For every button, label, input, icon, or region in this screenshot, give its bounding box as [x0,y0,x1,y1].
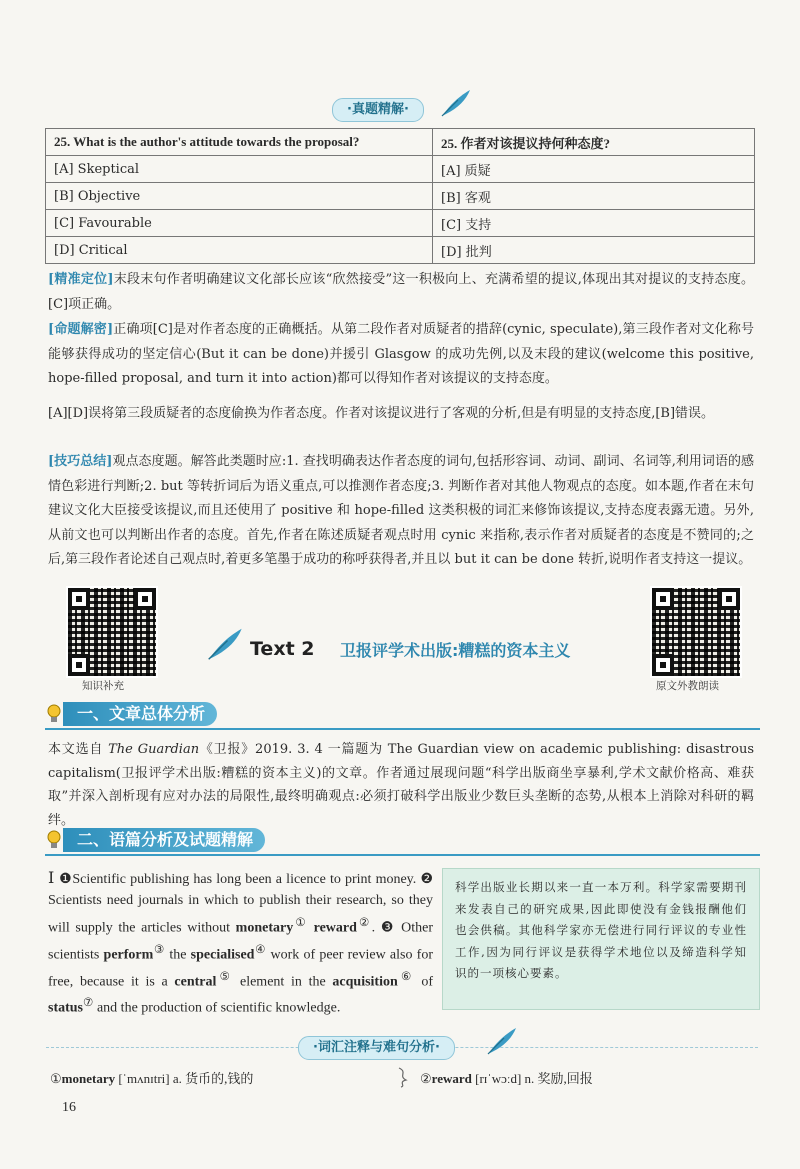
lightbulb-icon [45,702,63,726]
section1-body-pre: 本文选自 [48,742,109,757]
lightbulb-icon [45,828,63,852]
locate-tag: [精准定位] [48,272,114,287]
binding-ring-icon [396,1066,410,1088]
vocab-number: ① [50,1071,62,1086]
section2-header [45,826,760,856]
vocab-central: central [174,974,217,990]
option-en: [D] Critical [46,237,433,264]
question-table [45,128,755,264]
qr-code-knowledge[interactable] [66,586,158,678]
vocab-definition: [rɪˈwɔːd] n. 奖励,回报 [471,1071,593,1086]
vocab-definition: [ˈmʌnɪtri] a. 货币的,钱的 [115,1071,254,1086]
passage-paragraph-1: Ⅰ ❶Scientific publishing has long been a licence to print money. ❷ Scientists need journals in which to publish their research, so they will supply the articles without monetary① reward②. ❸ Other scientists perform③ the specialised④ work of peer review also for free, because it is a central⑤ element in the acquisition⑥ of status⑦ and the production of scientific knowledge. [48,870,434,1017]
locate-text: 末段末句作者明确建议文化部长应该“欣然接受”这一积极向上、充满希望的提议,体现出其对提议的支持态度。[C]项正确。 [48,272,754,312]
paragraph-marker: Ⅰ [48,870,55,887]
option-en: [A] Skeptical [46,156,433,183]
vocab-item-reward [420,1068,593,1087]
question-zh: 25. 作者对该提议持何种态度? [433,129,755,156]
vocab-status: status [48,1001,84,1017]
translation-text: 科学出版业长期以来一直一本万利。科学家需要期刊来发表自己的研究成果,因此即使没有金钱报酬他们也会供稿。其他科学家亦无偿进行同行评议的专业性工作,因为同行评议是获得学术地位以及缔造科学知识的一项核心要素。 [455,880,747,980]
feather-pen-icon [438,88,472,118]
vocab-item-monetary [50,1068,253,1087]
question-en: 25. What is the author's attitude towards the proposal? [46,129,433,156]
sentence-3e: of [414,974,434,990]
sentence-3f: and the production of scientific knowledge. [93,1001,341,1017]
tip-tag: [技巧总结] [48,454,113,469]
text2-subtitle: 卫报评学术出版:糟糕的资本主义 [340,641,571,660]
sentence-number: ❷ [420,872,433,887]
option-zh: [A] 质疑 [433,156,755,183]
option-zh: [C] 支持 [433,210,755,237]
page-number: 16 [62,1100,76,1115]
vocab-acquisition: acquisition [332,974,398,990]
feather-pen-icon [484,1026,518,1056]
sentence-3d: element in the [233,974,333,990]
option-en: [C] Favourable [46,210,433,237]
option-zh: [D] 批判 [433,237,755,264]
option-zh: [B] 客观 [433,183,755,210]
qr-code-audio[interactable] [650,586,742,678]
vocab-specialised: specialised [190,947,255,963]
section1-body [48,738,754,832]
sentence-3b: the [165,947,191,963]
qr-caption-audio: 原文外教朗读 [656,680,719,692]
vocab-reward: reward [313,920,357,936]
vocab-perform: perform [103,947,154,963]
analysis-locate [48,268,754,317]
sentence-number: ❸ [380,920,396,936]
analysis-tip [48,450,754,573]
option-en: [B] Objective [46,183,433,210]
decode-tag: [命题解密] [48,322,114,337]
vocab-word: reward [431,1071,472,1086]
section1-source: The Guardian [108,742,200,757]
section-title-vocab: ·词汇注释与难句分析· [298,1036,455,1060]
qr-caption-knowledge: 知识补充 [82,680,124,692]
analysis-decode [48,318,754,392]
translation-box [442,868,760,1010]
section1-body-post: 《卫报》2019. 3. 4 一篇题为 The Guardian view on academic publishing: disastrous capitalism(卫报评学术出版:糟糕的资本主义)的文章。作者通过展现问题“科学出版商坐享暴利,学术文献价格高、难获取”并深入剖析现有应对办法的局限性,最终明确观点:必须打破科学出版业少数巨头垄断的态势,从根本上消除对科研的羁绊。 [48,742,754,828]
vocab-number: ② [420,1071,432,1086]
analysis-wrong-options: [A][D]误将第三段质疑者的态度偷换为作者态度。作者对该提议进行了客观的分析,但是有明显的支持态度,[B]错误。 [48,406,715,421]
sentence-1: Scientific publishing has long been a licence to print money. [72,872,421,887]
sentence-2: Scientists need journals in which to publish their research, so they will supply the articles without [48,893,433,936]
decode-text: 正确项[C]是对作者态度的正确概括。从第二段作者对质疑者的措辞(cynic, speculate),第三段作者对文化称号能够获得成功的坚定信心(But it can be done)并援引 Glasgow 的成功先例,以及末段的建议(welcome this positive, hope-filled proposal, and turn it into action)都可以得知作者对该提议的支持态度。 [48,322,755,386]
tip-text: 观点态度题。解答此类题时应:1. 查找明确表达作者态度的词句,包括形容词、动词、副词、名词等,利用词语的感情色彩进行判断;2. but 等转折词后为语义重点,可以推测作者态度;3. 判断作者对其他人物观点的态度。如本题,作者在末句建议文化大臣接受该提议,而且还使用了 positive 和 hope-filled 这类积极的词汇来修饰该提议,支持态度表露无遗。另外,从前文也可以判断出作者的态度。首先,作者在陈述质疑者观点时用 cynic 来指称,表示作者对质疑者的态度是不赞同的;之后,第三段作者论述自己观点时,着更多笔墨于成功的称呼获得者,并且以 but it can be done 转折,说明作者支持这一提议。 [48,454,754,567]
vocab-word: monetary [61,1071,116,1086]
section2-title: 二、语篇分析及试题精解 [63,828,265,852]
section1-header [45,700,760,730]
section1-title: 一、文章总体分析 [63,702,217,726]
sentence-3a: Other scientists [48,920,434,963]
sentence-3c: work of peer review also for free, because it is a [48,947,433,990]
sentence-number: ❶ [59,872,73,887]
vocab-monetary: monetary [235,920,294,936]
feather-pen-icon [204,626,244,662]
section-title-real-exam: ·真题精解· [332,98,424,122]
text2-label: Text 2 [250,638,315,660]
